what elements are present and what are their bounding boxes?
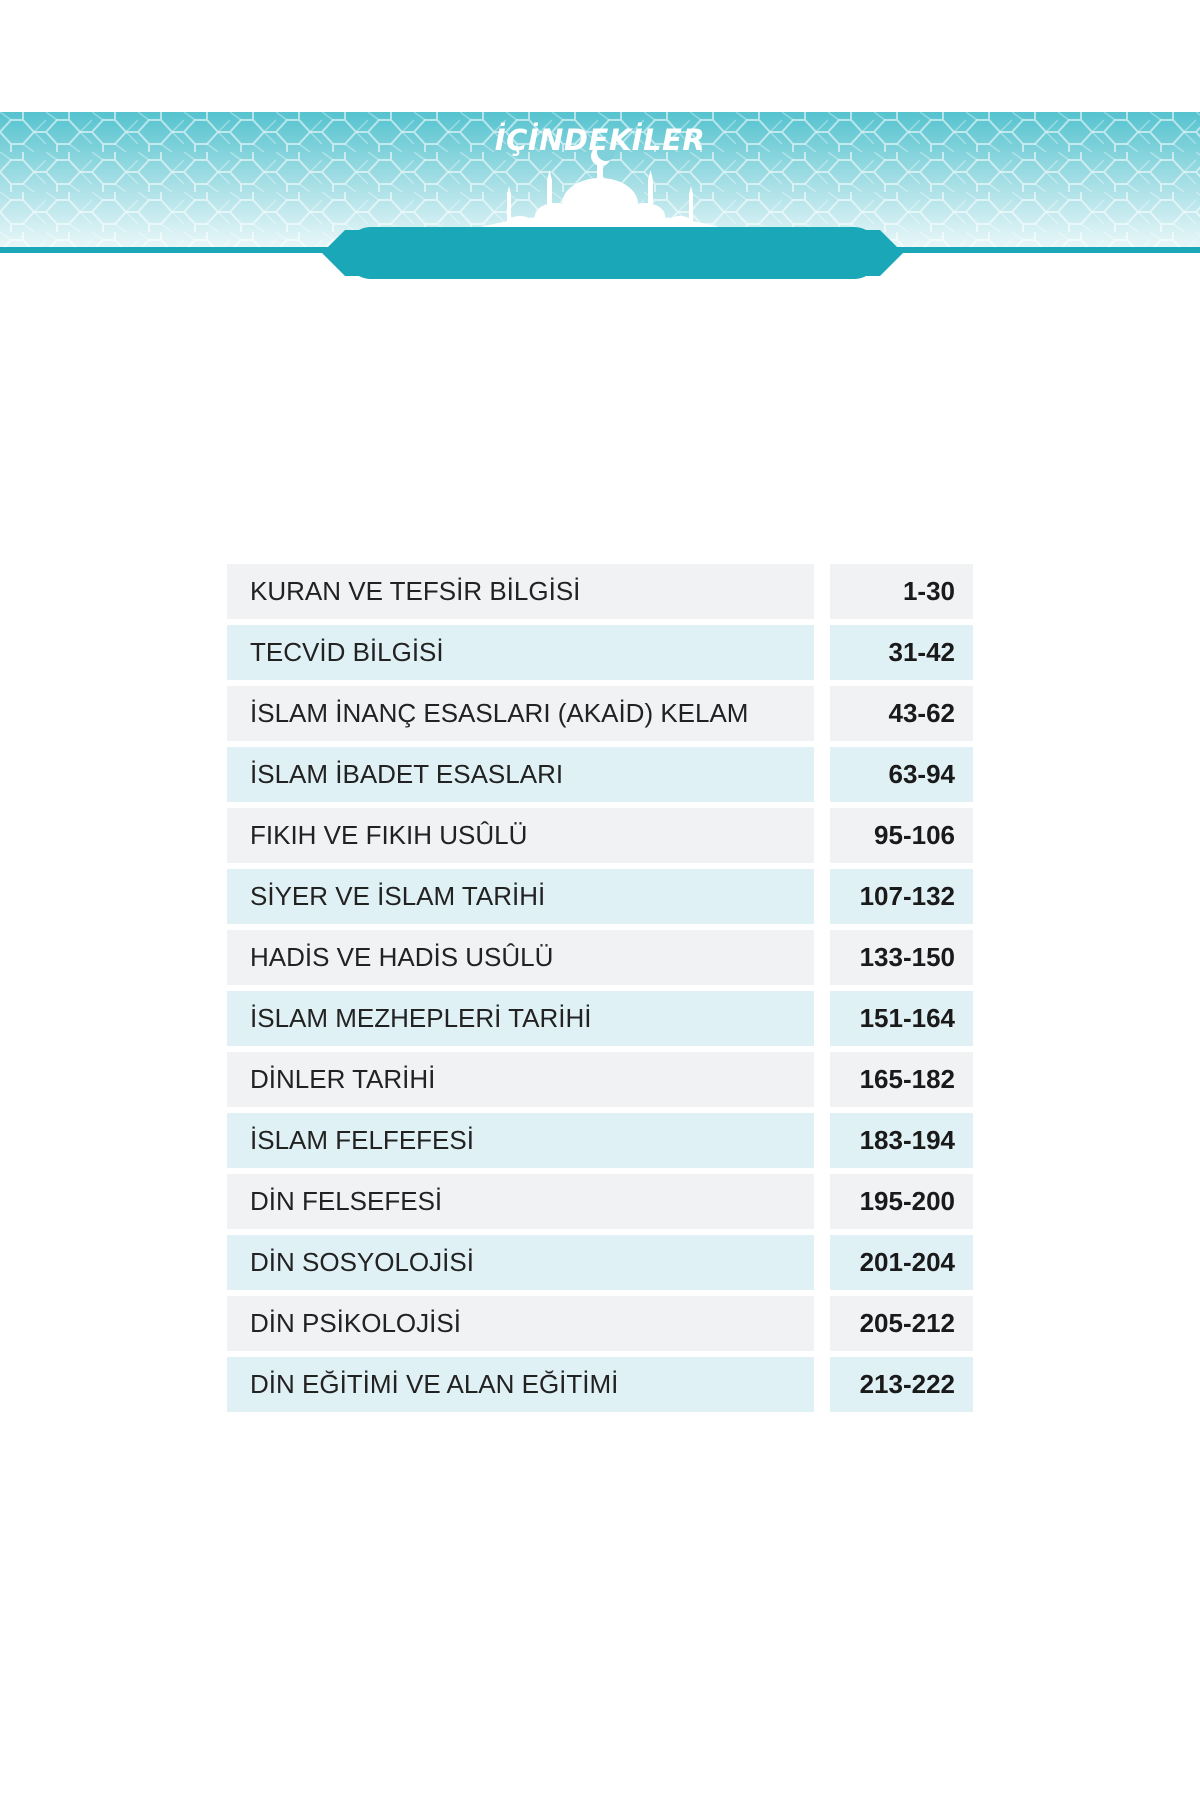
toc-topic: DİN PSİKOLOJİSİ: [227, 1296, 814, 1351]
table-of-contents: [227, 564, 973, 1418]
toc-page-range: 63-94: [830, 747, 973, 802]
page-title: İÇİNDEKİLER: [494, 123, 706, 157]
toc-page-range: 165-182: [830, 1052, 973, 1107]
toc-topic: HADİS VE HADİS USÛLÜ: [227, 930, 814, 985]
toc-topic: DİN SOSYOLOJİSİ: [227, 1235, 814, 1290]
toc-topic: İSLAM İNANÇ ESASLARI (AKAİD) KELAM: [227, 686, 814, 741]
toc-row: [227, 564, 973, 619]
toc-topic: DİN FELSEFESİ: [227, 1174, 814, 1229]
toc-topic: SİYER VE İSLAM TARİHİ: [227, 869, 814, 924]
toc-topic: DİN EĞİTİMİ VE ALAN EĞİTİMİ: [227, 1357, 814, 1412]
toc-row: [227, 869, 973, 924]
toc-row: [227, 1296, 973, 1351]
toc-row: [227, 1235, 973, 1290]
toc-page-range: 133-150: [830, 930, 973, 985]
toc-row: [227, 747, 973, 802]
toc-page-range: 183-194: [830, 1113, 973, 1168]
toc-topic: KURAN VE TEFSİR BİLGİSİ: [227, 564, 814, 619]
toc-row: [227, 930, 973, 985]
toc-page-range: 1-30: [830, 564, 973, 619]
toc-topic: İSLAM MEZHEPLERİ TARİHİ: [227, 991, 814, 1046]
toc-row: [227, 686, 973, 741]
toc-page-range: 43-62: [830, 686, 973, 741]
toc-row: [227, 1052, 973, 1107]
toc-page-range: 213-222: [830, 1357, 973, 1412]
toc-page-range: 95-106: [830, 808, 973, 863]
toc-page-range: 195-200: [830, 1174, 973, 1229]
toc-row: [227, 991, 973, 1046]
toc-row: [227, 625, 973, 680]
toc-page-range: 107-132: [830, 869, 973, 924]
toc-row: [227, 808, 973, 863]
toc-page-range: 151-164: [830, 991, 973, 1046]
toc-topic: FIKIH VE FIKIH USÛLÜ: [227, 808, 814, 863]
toc-row: [227, 1357, 973, 1412]
toc-page-range: 201-204: [830, 1235, 973, 1290]
toc-topic: İSLAM İBADET ESASLARI: [227, 747, 814, 802]
toc-page-range: 205-212: [830, 1296, 973, 1351]
toc-page-range: 31-42: [830, 625, 973, 680]
toc-topic: İSLAM FELFEFESİ: [227, 1113, 814, 1168]
toc-topic: DİNLER TARİHİ: [227, 1052, 814, 1107]
toc-topic: TECVİD BİLGİSİ: [227, 625, 814, 680]
toc-row: [227, 1113, 973, 1168]
toc-row: [227, 1174, 973, 1229]
